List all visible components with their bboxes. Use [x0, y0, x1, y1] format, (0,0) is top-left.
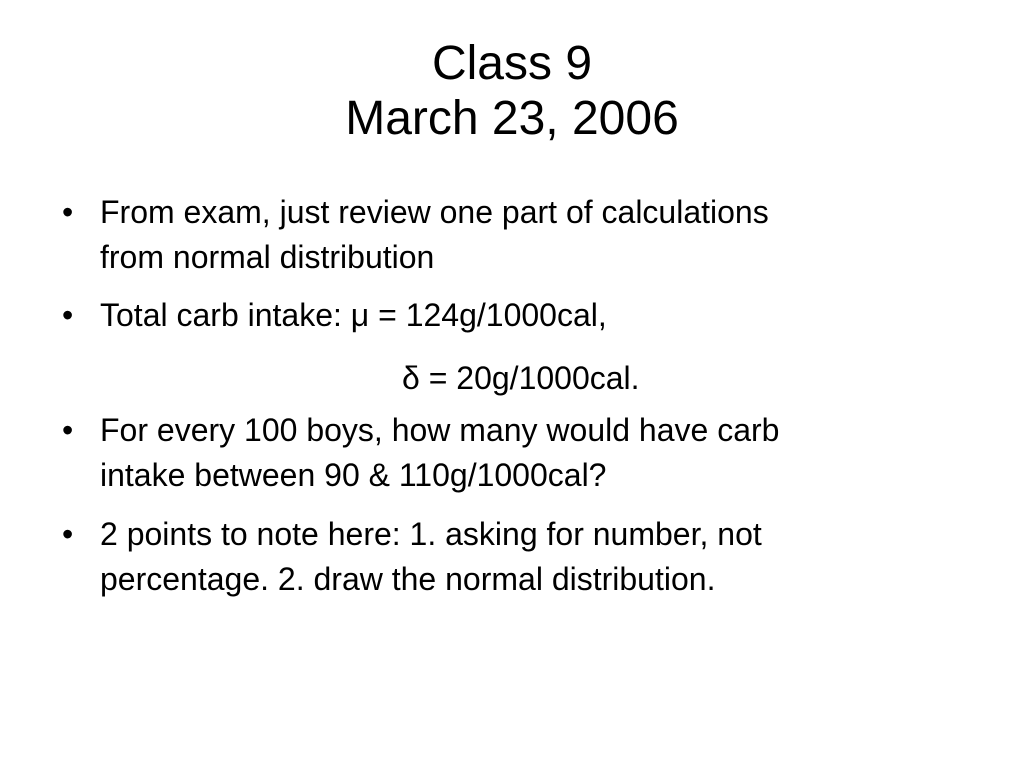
bullet-marker: • — [62, 297, 74, 333]
bullet-marker: • — [62, 412, 74, 448]
bullet-item-carb-intake — [62, 293, 980, 338]
bullet-item-exam-review — [62, 190, 980, 280]
standard-deviation-line: δ = 20g/1000cal. — [402, 360, 640, 396]
title-class: Class 9 — [431, 37, 593, 90]
bullet-text-line: intake between 90 & 110g/1000cal? — [100, 457, 607, 493]
bullet-text-line: Total carb intake: μ = 124g/1000cal, — [100, 297, 607, 333]
bullet-text-line: 2 points to note here: 1. asking for number, not — [100, 516, 762, 552]
title-date: March 23, 2006 — [345, 92, 679, 145]
bullet-text-line: For every 100 boys, how many would have carb — [100, 412, 780, 448]
bullet-item-notes — [62, 512, 980, 602]
bullet-text-line: percentage. 2. draw the normal distribution. — [100, 561, 716, 597]
bullet-text-line: From exam, just review one part of calculations — [100, 194, 769, 230]
bullet-marker: • — [62, 194, 74, 230]
bullet-text-line: from normal distribution — [100, 239, 435, 275]
slide-title — [0, 36, 1024, 146]
bullet-marker: • — [62, 516, 74, 552]
bullet-item-question — [62, 408, 980, 498]
